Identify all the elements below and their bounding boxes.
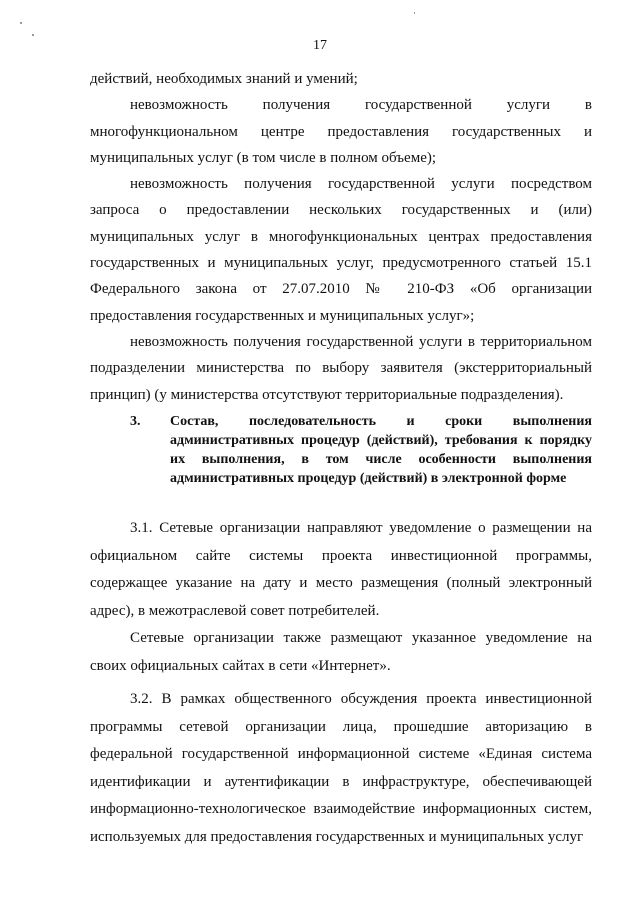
section-title: Состав, последовательность и сроки выполнения административных процедур (действий), требования к порядку их выполнения, в том числе особенности выполнения административных процедур (действий) в электронной форме (170, 414, 592, 486)
paragraph: Сетевые организации также размещают указанное уведомление на своих официальных сайтах в сети «Интернет». (90, 630, 592, 674)
paragraph: 3.1. Сетевые организации направляют уведомление о размещении на официальном сайте системы проекта инвестиционной программы, содержащее указание на дату и место размещения (полный электронный адрес), в межотраслевой совет потребителей. (90, 520, 592, 619)
scan-speck (414, 12, 415, 14)
paragraph: невозможность получения государственной услуги посредством запроса о предоставлении нескольких государственных и (или) муниципальных услуг в многофункциональных центрах предоставления государственных и муниципальных услуг, предусмотренного статьей 15.1 Федерального закона от 27.07.2010 № 210-ФЗ «Об организации предоставления государственных и муниципальных услуг»; (90, 176, 592, 324)
page-number: 17 (313, 38, 327, 53)
paragraph: невозможность получения государственной услуги в многофункциональном центре предоставления государственных и муниципальных услуг (в том числе в полном объеме); (90, 97, 592, 166)
scan-speck (20, 22, 22, 24)
paragraph: 3.2. В рамках общественного обсуждения проекта инвестиционной программы сетевой организации лица, прошедшие авторизацию в федеральной государственной информационной системе «Единая система идентификации и аутентификации в инфраструктуре, обеспечивающей информационно-технологическое взаимодействие информационных систем, используемых для предоставления государственных и муниципальных услуг (90, 691, 592, 845)
paragraph: невозможность получения государственной услуги в территориальном подразделении министерства по выбору заявителя (экстерриториальный принцип) (у министерства отсутствуют территориальные подразделения). (90, 333, 592, 403)
scan-speck (32, 34, 34, 36)
section-number: 3. (130, 414, 141, 429)
body-text-bottom (90, 515, 592, 851)
body-text-top (90, 66, 592, 408)
paragraph: действий, необходимых знаний и умений; (90, 71, 358, 87)
